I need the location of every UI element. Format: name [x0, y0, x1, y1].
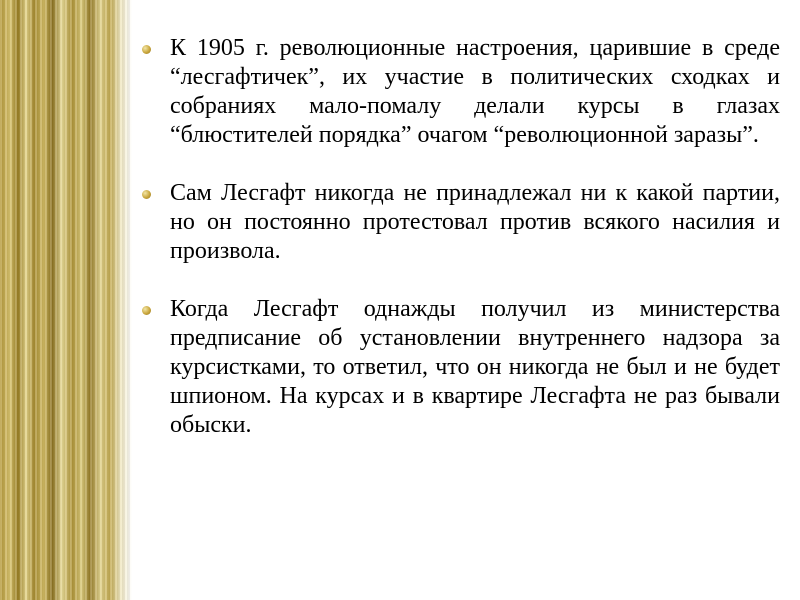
bullet-text: К 1905 г. революционные настроения, царившие в среде “лесгафтичек”, их участие в политических сходках и собраниях мало-помалу делали курсы в глазах “блюстителей порядка” очагом “революционной заразы”.: [170, 35, 780, 148]
bullet-text: Сам Лесгафт никогда не принадлежал ни к какой партии, но он постоянно протестовал против всякого насилия и произвола.: [170, 180, 780, 264]
decorative-gold-stripes: [0, 0, 132, 600]
bullet-dot-icon: [142, 190, 151, 199]
bullet-dot-icon: [142, 306, 151, 315]
bullet-list: [140, 34, 780, 440]
bullet-dot-icon: [142, 45, 151, 54]
bullet-item: [140, 295, 780, 440]
bullet-text: Когда Лесгафт однажды получил из министерства предписание об установлении внутреннего надзора за курсистками, то ответил, что он никогда не был и не будет шпионом. На курсах и в квартире Лесгафта не раз бывали обыски.: [170, 296, 780, 438]
bullet-item: [140, 179, 780, 266]
slide-content: [140, 34, 780, 469]
bullet-item: [140, 34, 780, 150]
